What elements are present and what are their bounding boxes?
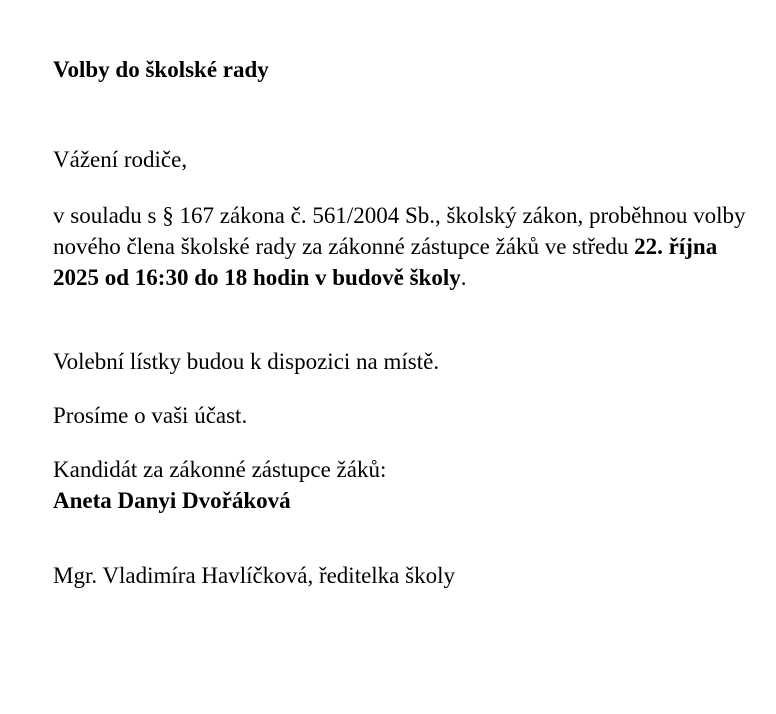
announcement-end: . bbox=[460, 265, 467, 290]
candidate-block bbox=[53, 454, 753, 516]
candidate-label: Kandidát za zákonné zástupce žáků: bbox=[53, 457, 387, 482]
ballots-note: Volební lístky budou k dispozici na místě. bbox=[53, 349, 440, 374]
document-title: Volby do školské rady bbox=[53, 57, 269, 82]
attendance-request: Prosíme o vaši účast. bbox=[53, 403, 248, 428]
candidate-name: Aneta Danyi Dvořáková bbox=[53, 488, 291, 513]
announcement-text: v souladu s § 167 zákona č. 561/2004 Sb., školský zákon, proběhnou volby nového člena školské rady za zákonné zástupce žáků ve středu bbox=[53, 203, 746, 259]
salutation: Vážení rodiče, bbox=[53, 147, 188, 172]
announcement-paragraph bbox=[53, 200, 753, 293]
announcement-date-place: 22. října 2025 od 16:30 do 18 hodin v budově školy bbox=[53, 234, 718, 290]
signature: Mgr. Vladimíra Havlíčková, ředitelka školy bbox=[53, 563, 455, 588]
